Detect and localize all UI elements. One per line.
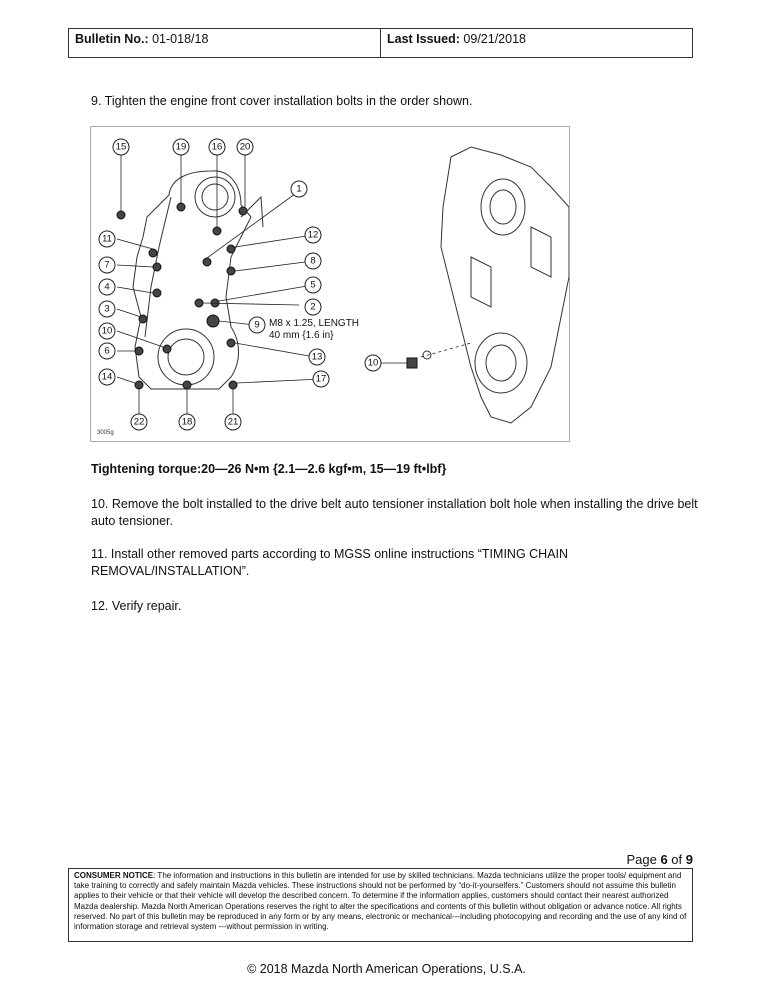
svg-text:2: 2 [310, 301, 316, 313]
bulletin-header [68, 28, 693, 58]
svg-text:11: 11 [102, 233, 112, 245]
callout-16 [209, 139, 225, 155]
svg-text:20: 20 [239, 141, 251, 153]
svg-text:13: 13 [311, 351, 323, 363]
callout-9 [249, 317, 265, 333]
callout-19 [173, 139, 189, 155]
leader-lines [117, 155, 321, 421]
svg-text:9: 9 [254, 319, 260, 331]
front-cover-bolt-diagram [90, 126, 570, 442]
callout-side-10 [365, 355, 381, 371]
callout-13 [309, 349, 325, 365]
svg-text:22: 22 [133, 416, 145, 428]
last-issued-value: 09/21/2018 [463, 32, 526, 46]
page-total: 9 [685, 852, 693, 867]
page-of: of [671, 852, 683, 867]
callout-1 [291, 181, 307, 197]
svg-text:8: 8 [310, 255, 316, 267]
step-10-text: 10. Remove the bolt installed to the drive belt auto tensioner installation bolt hole when installing the drive belt auto tensioner. [91, 497, 698, 528]
svg-text:18: 18 [181, 416, 193, 428]
last-issued-label: Last Issued: [387, 32, 460, 46]
page-current: 6 [660, 852, 668, 867]
bulletin-number-cell [69, 29, 380, 57]
callout-10 [99, 323, 115, 339]
page-number [560, 852, 693, 867]
svg-text:7: 7 [104, 259, 110, 271]
svg-text:16: 16 [211, 141, 223, 153]
callout-7 [99, 257, 115, 273]
callout-3 [99, 301, 115, 317]
svg-text:19: 19 [175, 141, 187, 153]
svg-text:14: 14 [101, 371, 113, 383]
callout-6 [99, 343, 115, 359]
bolt-spec-line-2: 40 mm {1.6 in} [269, 330, 334, 341]
bulletin-number-value: 01-018/18 [152, 32, 209, 46]
svg-text:3: 3 [104, 303, 110, 315]
callout-17 [313, 371, 329, 387]
callout-8 [305, 253, 321, 269]
callout-22 [131, 414, 147, 430]
callout-5 [305, 277, 321, 293]
svg-text:15: 15 [115, 141, 127, 153]
consumer-notice-label: CONSUMER NOTICE [74, 871, 154, 880]
copyright-footer: © 2018 Mazda North American Operations, U.S.A. [247, 962, 526, 976]
svg-text:10: 10 [101, 325, 113, 337]
svg-text:6: 6 [104, 345, 110, 357]
svg-text:12: 12 [307, 229, 319, 241]
callout-15 [113, 139, 129, 155]
svg-text:21: 21 [227, 416, 239, 428]
callout-12 [305, 227, 321, 243]
callout-20 [237, 139, 253, 155]
step-9-text: 9. Tighten the engine front cover installation bolts in the order shown. [91, 94, 473, 108]
bolt-spec-line-1: M8 x 1.25, LENGTH [269, 318, 360, 329]
callout-2 [305, 299, 321, 315]
last-issued-cell [380, 29, 692, 57]
svg-text:5: 5 [310, 279, 316, 291]
consumer-notice-box [68, 868, 693, 942]
svg-text:1: 1 [296, 183, 302, 195]
bulletin-number-label: Bulletin No.: [75, 32, 149, 46]
callout-18 [179, 414, 195, 430]
figure-id: 3005g [97, 430, 114, 436]
callout-14 [99, 369, 115, 385]
consumer-notice-text: : The information and instructions in this bulletin are intended for use by skilled technicians. Mazda technicians utilize the proper tools/ equipment and take training to correctly and safely maintain Mazda vehicles. These instructions should not be performed by “do-it-yourselfers.” Customers should not assume this bulletin applies to their vehicle or that their vehicle will develop the described concern. To determine if the information applies, customers should contact their nearest authorized Mazda dealership. Mazda North American Operations reserves the right to alter the specifications and contents of this bulletin without obligation or advance notice. All rights reserved. No part of this bulletin may be reproduced in any form or by any means, electronic or mechanical---including photocopying and recording and the use of any kind of information storage and retrieval system ---without permission in writing. [74, 871, 687, 932]
svg-text:4: 4 [104, 281, 110, 293]
diagram-svg [91, 127, 569, 441]
callout-11 [99, 231, 115, 247]
step-12-text: 12. Verify repair. [91, 599, 182, 613]
tightening-torque-text: Tightening torque:20—26 N•m {2.1—2.6 kgf•m, 15—19 ft•lbf} [91, 462, 447, 476]
callout-21 [225, 414, 241, 430]
svg-text:17: 17 [315, 373, 327, 385]
engine-front-cover-drawing [133, 171, 263, 389]
callout-4 [99, 279, 115, 295]
side-bolt-icon [407, 358, 417, 368]
page-label: Page [626, 852, 657, 867]
step-11-text: 11. Install other removed parts according to MGSS online instructions “TIMING CHAIN REMOVAL/INSTALLATION”. [91, 547, 569, 578]
front-cover-perspective-drawing [381, 147, 569, 423]
svg-text:10: 10 [367, 357, 379, 369]
